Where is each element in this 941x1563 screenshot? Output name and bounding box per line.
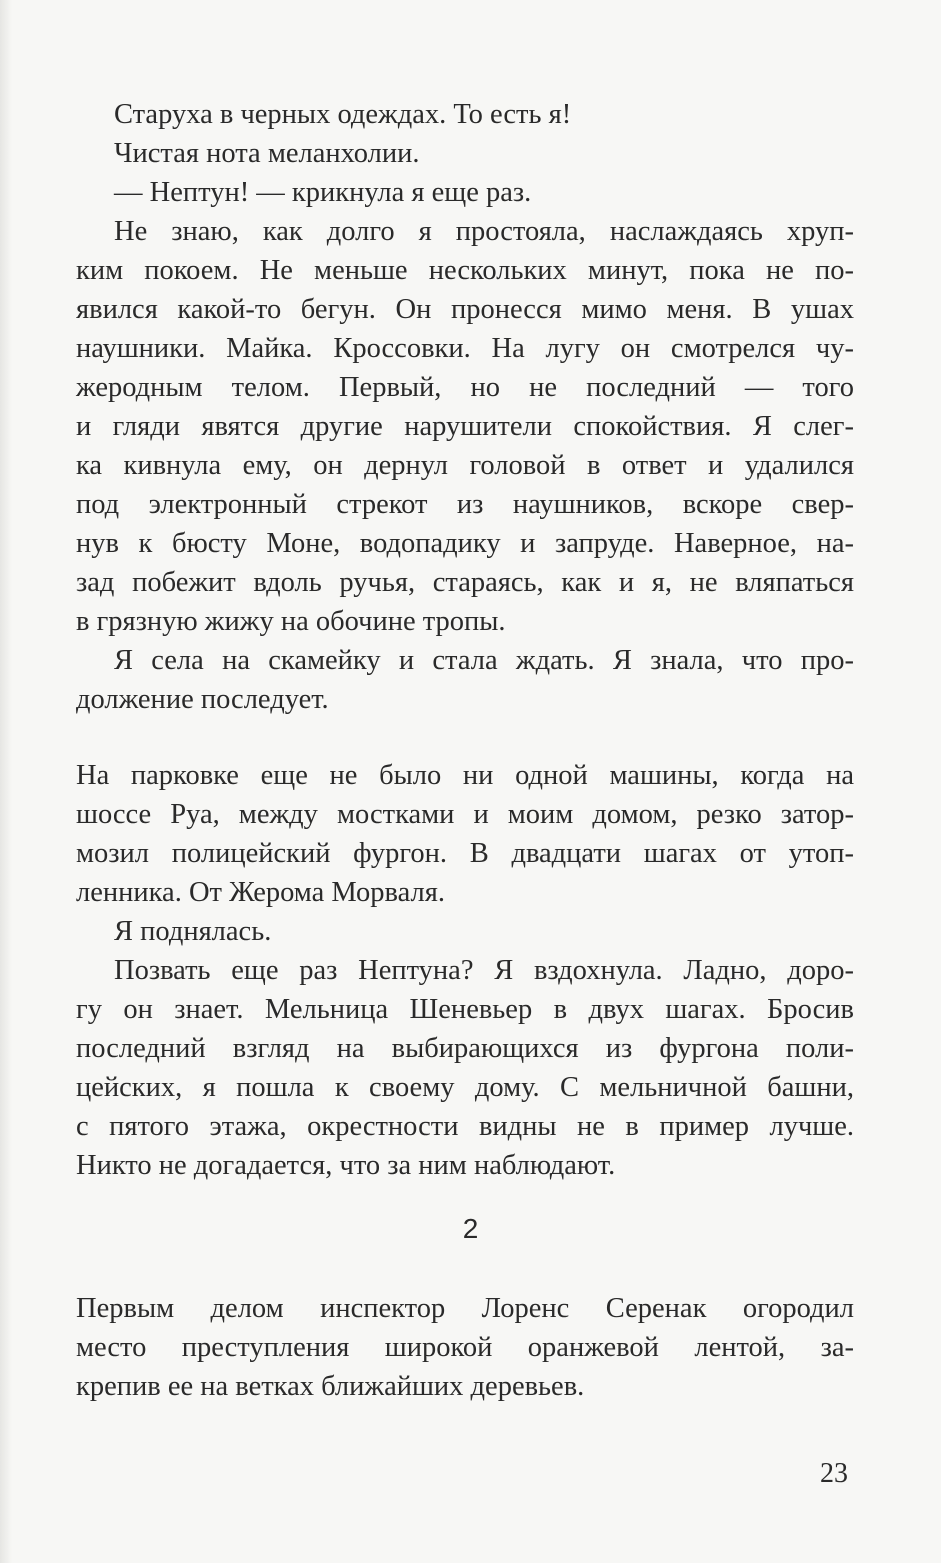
text-line: На парковке еще не было ни одной машины, когда на: [76, 760, 854, 791]
text-line: Первым делом инспектор Лоренс Серенак огородил: [76, 1293, 854, 1324]
text-line: крепив ее на ветках ближайших деревьев.: [76, 1371, 585, 1402]
text-line: Позвать еще раз Нептуна? Я вздохнула. Ладно, доро-: [114, 955, 854, 986]
text-line: Я поднялась.: [114, 916, 272, 947]
text-line: должение последует.: [76, 684, 329, 715]
text-line: и гляди явятся другие нарушители спокойствия. Я слег-: [76, 411, 854, 442]
text-line: гу он знает. Мельница Шеневьер в двух шагах. Бросив: [76, 994, 854, 1025]
page-edge-shadow: [0, 0, 12, 1563]
text-line: с пятого этажа, окрестности видны не в пример лучше.: [76, 1111, 854, 1142]
text-line: ким покоем. Не меньше нескольких минут, пока не по-: [76, 255, 854, 286]
text-line: Никто не догадается, что за ним наблюдают.: [76, 1150, 616, 1181]
text-line: ка кивнула ему, он дернул головой в ответ и удалился: [76, 450, 854, 481]
text-line: ленника. От Жерома Морваля.: [76, 877, 445, 908]
text-line: Я села на скамейку и стала ждать. Я знала, что про-: [114, 645, 854, 676]
text-line: место преступления широкой оранжевой лентой, за-: [76, 1332, 854, 1363]
text-line: Чистая нота меланхолии.: [114, 138, 420, 169]
text-line: Не знаю, как долго я простояла, наслаждаясь хруп-: [114, 216, 854, 247]
text-line: под электронный стрекот из наушников, вскоре свер-: [76, 489, 854, 520]
text-line: зад побежит вдоль ручья, стараясь, как и я, не вляпаться: [76, 567, 854, 598]
text-line: в грязную жижу на обочине тропы.: [76, 606, 506, 637]
text-line: жеродным телом. Первый, но не последний — того: [76, 372, 854, 403]
text-line: нув к бюсту Моне, водопадику и запруде. Наверное, на-: [76, 528, 854, 559]
text-line: наушники. Майка. Кроссовки. На лугу он смотрелся чу-: [76, 333, 854, 364]
text-line: последний взгляд на выбирающихся из фургона поли-: [76, 1033, 854, 1064]
text-line: Старуха в черных одеждах. То есть я!: [114, 99, 572, 130]
page-number: 23: [820, 1458, 848, 1489]
text-line: мозил полицейский фургон. В двадцати шагах от утоп-: [76, 838, 854, 869]
chapter-number: 2: [462, 1213, 479, 1244]
text-line: — Нептун! — крикнула я еще раз.: [114, 177, 532, 208]
text-line: цейских, я пошла к своему дому. С мельничной башни,: [76, 1072, 854, 1103]
text-line: шоссе Руа, между мостками и моим домом, резко затор-: [76, 799, 854, 830]
text-line: явился какой-то бегун. Он пронесся мимо меня. В ушах: [76, 294, 854, 325]
